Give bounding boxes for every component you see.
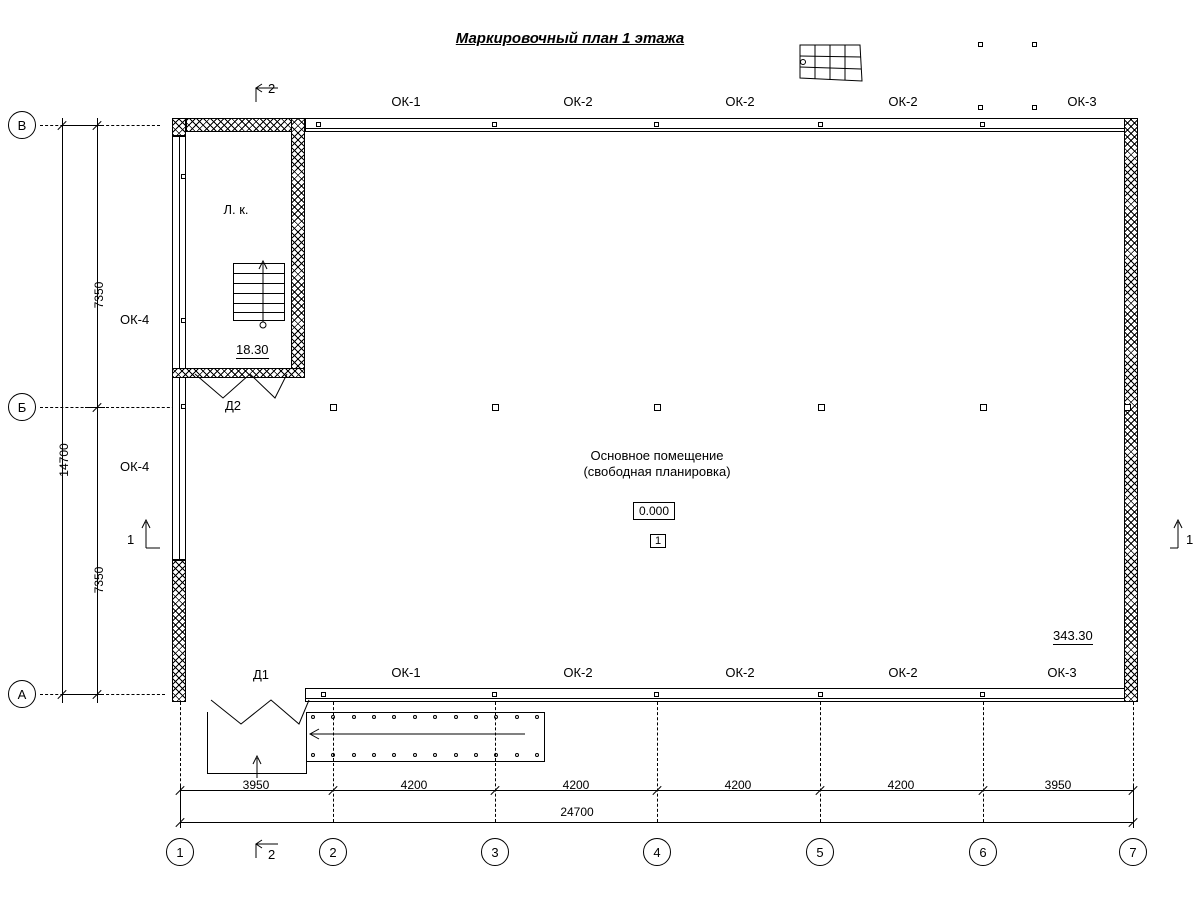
axis-number-7: 7: [1119, 838, 1147, 866]
door-d2-leader: [195, 370, 305, 410]
window-tag-top-3: ОК-2: [725, 94, 755, 109]
detail-square-2: [1032, 42, 1037, 47]
porch-railing-top: [311, 714, 539, 720]
axis-number-3: 3: [481, 838, 509, 866]
window-marker-top-4: [818, 122, 823, 127]
axis-v-line-6: [983, 702, 984, 822]
dim-bay-6: 3950: [1044, 778, 1072, 792]
window-marker-bottom-5: [980, 692, 985, 697]
axis-letter-B: Б: [8, 393, 36, 421]
section-mark-bottom-2-arrow: [252, 838, 282, 862]
axis-number-2: 2: [319, 838, 347, 866]
window-detail-sketch: [800, 45, 870, 85]
stair-direction-arrow: [255, 255, 285, 335]
section-mark-right-label: 1: [1186, 532, 1194, 547]
dim-bay-1: 3950: [242, 778, 270, 792]
window-marker-top-5: [980, 122, 985, 127]
door-d1-leader: [205, 694, 315, 732]
left-wall-marker: [181, 318, 186, 323]
column-2: [492, 404, 499, 411]
section-tag-box: 1: [650, 534, 666, 548]
wall-left-inner-line: [179, 136, 180, 560]
dim-bay-5: 4200: [887, 778, 915, 792]
axis-number-6: 6: [969, 838, 997, 866]
window-tag-bottom-2: ОК-2: [563, 665, 593, 680]
axis-letter-A: А: [8, 680, 36, 708]
window-tag-bottom-4: ОК-2: [888, 665, 918, 680]
axis-number-4: 4: [643, 838, 671, 866]
door-d1-label: Д1: [253, 667, 270, 682]
column-3: [654, 404, 661, 411]
window-marker-bottom-1: [321, 692, 326, 697]
porch-direction-arrow: [305, 726, 535, 742]
axis-line-A: [40, 694, 165, 695]
room-label-line1: Основное помещение: [590, 448, 724, 463]
wall-stair-right: [291, 118, 305, 376]
dim-bay-4: 4200: [724, 778, 752, 792]
wall-left-corner-bottom: [172, 560, 186, 702]
stair-wall-marker: [181, 174, 186, 179]
dim-chain-vertical-outer: [62, 118, 63, 703]
window-marker-top-2: [492, 122, 497, 127]
porch-railing-bottom: [311, 752, 539, 758]
axis-v-line-3: [495, 702, 496, 822]
window-tag-bottom-5: ОК-3: [1047, 665, 1077, 680]
window-tag-left-2: ОК-4: [120, 459, 150, 474]
axis-v-line-5: [820, 702, 821, 822]
stair-level-label: 18.30: [236, 342, 269, 357]
window-tag-top-1: ОК-1: [391, 94, 421, 109]
stair-room-label: Л. к.: [223, 202, 249, 217]
detail-square-4: [1032, 105, 1037, 110]
wall-bottom: [305, 688, 1138, 702]
dim-vertical-7350-bottom: 7350: [92, 566, 106, 594]
window-tag-top-2: ОК-2: [563, 94, 593, 109]
wall-top: [305, 118, 1138, 132]
axis-v-line-4: [657, 702, 658, 822]
column-4: [818, 404, 825, 411]
section-mark-top-2-arrow: [252, 82, 282, 106]
drawing-title: Маркировочный план 1 этажа: [455, 30, 685, 47]
dim-total: 24700: [560, 805, 594, 819]
dim-bay-2: 4200: [400, 778, 428, 792]
dim-vertical-7350-top: 7350: [92, 281, 106, 309]
axis-number-1: 1: [166, 838, 194, 866]
window-marker-bottom-4: [818, 692, 823, 697]
window-tag-bottom-1: ОК-1: [391, 665, 421, 680]
window-marker-bottom-3: [654, 692, 659, 697]
column-1: [330, 404, 337, 411]
wall-left-corner-top: [172, 118, 186, 136]
left-wall-marker-2: [181, 404, 186, 409]
window-marker-top-1: [316, 122, 321, 127]
section-mark-bottom-label: 2: [268, 847, 276, 862]
axis-line-B: [40, 407, 180, 408]
floor-level-box: 0.000: [633, 502, 675, 520]
section-mark-left-1-arrow: [136, 516, 158, 550]
detail-square-1: [978, 42, 983, 47]
window-tag-top-4: ОК-2: [888, 94, 918, 109]
axis-number-5: 5: [806, 838, 834, 866]
detail-square-3: [978, 105, 983, 110]
absolute-level-label: 343.30: [1053, 628, 1093, 643]
dim-chain-total: [180, 822, 1133, 823]
window-tag-left-1: ОК-4: [120, 312, 150, 327]
window-tag-top-5: ОК-3: [1067, 94, 1097, 109]
window-marker-bottom-2: [492, 692, 497, 697]
axis-letter-V: В: [8, 111, 36, 139]
column-6-right-wall: [1124, 404, 1131, 411]
section-mark-left-label: 1: [127, 532, 135, 547]
axis-v-line-2: [333, 702, 334, 822]
wall-top-inner-line: [305, 128, 1138, 129]
wall-bottom-inner-line: [305, 698, 1138, 699]
room-label-line2: (свободная планировка): [583, 464, 731, 479]
door-d2-label: Д2: [225, 398, 242, 413]
dim-vertical-14700: 14700: [57, 443, 71, 477]
column-5: [980, 404, 987, 411]
window-marker-top-3: [654, 122, 659, 127]
window-tag-bottom-3: ОК-2: [725, 665, 755, 680]
section-mark-top-label: 2: [268, 81, 276, 96]
wall-stair-top: [186, 118, 305, 132]
stoop-arrow: [248, 752, 268, 780]
dim-chain-vertical: [97, 118, 98, 703]
dim-bay-3: 4200: [562, 778, 590, 792]
